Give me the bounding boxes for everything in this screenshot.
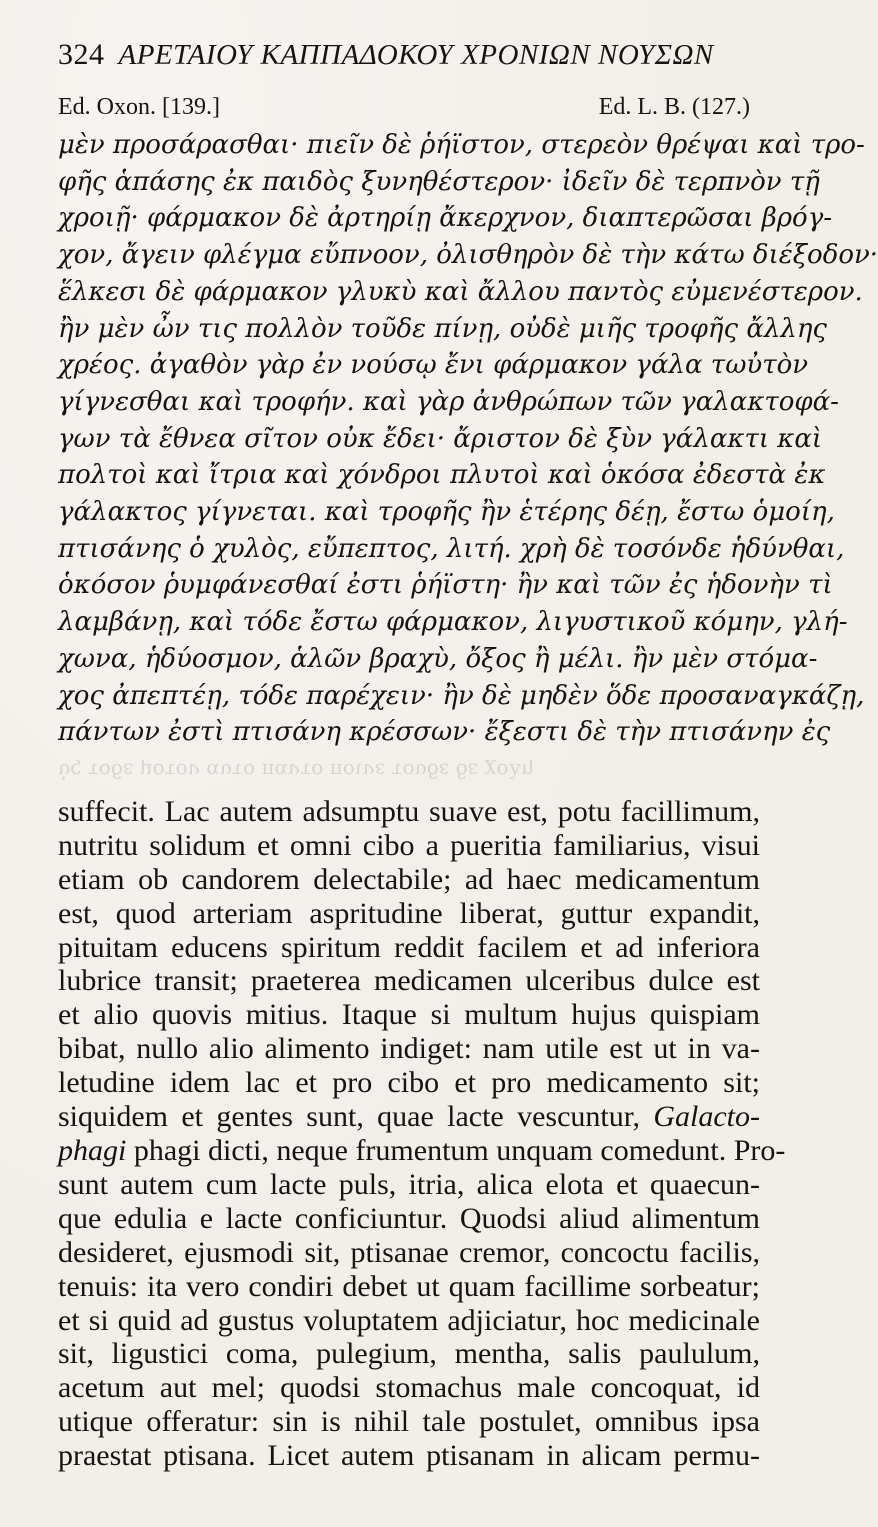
latin-line: pituitam educens spiritum reddit facilem et ad inferiora (58, 930, 760, 964)
latin-line: praestat ptisana. Licet autem ptisanam in alicam permu- (58, 1439, 760, 1473)
greek-line: πτισάνης ὁ χυλὸς, εὔπεπτος, λιτή. χρὴ δὲ τοσόνδε ἡδύνθαι, (58, 533, 845, 564)
latin-line: desideret, ejusmodi sit, ptisanae cremor, concoctu facilis, (58, 1235, 760, 1269)
greek-line: χος ἀπεπτέῃ, τόδε παρέχειν· ἢν δὲ μηδὲν ὅδε προσαναγκάζῃ, (58, 680, 865, 711)
italic-term-galacto: Galacto- (653, 1100, 760, 1134)
italic-term-phagi: phagi (58, 1134, 127, 1168)
greek-line: ὁκόσον ῥυμφάνεσθαί ἐστι ῥήϊστη· ἢν καὶ τῶν ἐς ἡδονὴν τὶ (58, 570, 833, 601)
greek-line: χρέος. ἀγαθὸν γὰρ ἐν νούσῳ ἔνι φάρμακον γάλα τωὐτὸν (58, 350, 809, 381)
edition-leiden-ref: Ed. L. B. (127.) (598, 94, 750, 120)
latin-line: nutritu solidum et omni cibo a pueritia familiarius, visui (58, 828, 760, 862)
reverse-page-bleed-through: ὑς τοδε μοτον αυτο παντο ποινε τουδε δε χολη (58, 758, 534, 783)
page-number: 324 (58, 38, 105, 71)
greek-line: πολτοὶ καὶ ἴτρια καὶ χόνδροι πλυτοὶ καὶ ὁκόσα ἐδεστὰ ἐκ (58, 460, 826, 491)
greek-text-block (58, 127, 878, 751)
latin-line: letudine idem lac et pro cibo et pro medicamento sit; (58, 1066, 760, 1100)
greek-line: χωνα, ἡδύοσμον, ἁλῶν βραχὺ, ὄξος ἢ μέλι. ἢν μὲν στόμα- (58, 643, 818, 674)
latin-line: acetum aut mel; quodsi stomachus male concoquat, id (58, 1371, 760, 1405)
latin-line: que edulia e lacte conficiuntur. Quodsi aliud alimentum (58, 1201, 760, 1235)
latin-line: lubrice transit; praeterea medicamen ulceribus dulce est (58, 964, 760, 998)
greek-line: ἕλκεσι δὲ φάρμακον γλυκὺ καὶ ἄλλου παντὸς εὐμενέστερον. (58, 276, 863, 307)
greek-line: λαμβάνῃ, καὶ τόδε ἔστω φάρμακον, λιγυστικοῦ κόμην, γλή- (58, 607, 848, 638)
running-title: ΑΡΕΤΑΙΟΥ ΚΑΠΠΑΔΟΚΟΥ ΧΡΟΝΙΩΝ ΝΟΥΣΩΝ (118, 39, 714, 71)
edition-oxford-ref: Ed. Oxon. [139.] (58, 94, 220, 120)
latin-line: bibat, nullo alio alimento indiget: nam utile est ut in va- (58, 1032, 760, 1066)
latin-line: et si quid ad gustus voluptatem adjiciatur, hoc medicinale (58, 1303, 760, 1337)
latin-line: sunt autem cum lacte puls, itria, alica elota et quaecun- (58, 1167, 760, 1201)
latin-line-with-italic (58, 1100, 760, 1134)
latin-line: utique offeratur: sin is nihil tale postulet, omnibus ipsa (58, 1405, 760, 1439)
latin-line: tenuis: ita vero condiri debet ut quam facillime sorbeatur; (58, 1269, 760, 1303)
greek-line: χον, ἄγειν φλέγμα εὔπνοον, ὀλισθηρὸν δὲ τὴν κάτω διέξοδον· (58, 240, 878, 271)
edition-references (58, 94, 760, 121)
greek-line: γων τὰ ἔθνεα σῖτον οὐκ ἔδει· ἄριστον δὲ ξὺν γάλακτι καὶ (58, 423, 823, 454)
greek-line: ἢν μὲν ὦν τις πολλὸν τοῦδε πίνῃ, οὐδὲ μιῆς τροφῆς ἄλλης (58, 313, 827, 344)
latin-line-text: phagi dicti, neque frumentum unquam comedunt. Pro- (133, 1134, 786, 1168)
greek-line: πάντων ἐστὶ πτισάνη κρέσσων· ἔξεστι δὲ τὴν πτισάνην ἐς (58, 717, 831, 748)
greek-line: γάλακτος γίγνεται. καὶ τροφῆς ἢν ἑτέρης δέῃ, ἔστω ὁμοίη, (58, 497, 835, 528)
latin-line: et alio quovis mitius. Itaque si multum hujus quispiam (58, 998, 760, 1032)
greek-line: χροιῇ· φάρμακον δὲ ἀρτηρίῃ ἄκερχνον, διαπτερῶσαι βρόγ- (58, 203, 833, 234)
latin-line: est, quod arteriam aspritudine liberat, guttur expandit, (58, 896, 760, 930)
greek-line: φῆς ἁπάσης ἐκ παιδὸς ξυνηθέστερον· ἰδεῖν δὲ τερπνὸν τῇ (58, 166, 820, 197)
latin-line: suffecit. Lac autem adsumptu suave est, potu facillimum, (58, 794, 760, 828)
latin-text-block (58, 794, 786, 1473)
latin-line: etiam ob candorem delectabile; ad haec medicamentum (58, 862, 760, 896)
greek-line: γίγνεσθαι καὶ τροφήν. καὶ γὰρ ἀνθρώπων τῶν γαλακτοφά- (58, 386, 839, 417)
running-head (58, 38, 760, 72)
latin-line-text: siquidem et gentes sunt, quae lacte vescuntur, (58, 1100, 641, 1134)
latin-line-with-italic (58, 1134, 786, 1168)
greek-line: μὲν προσάρασθαι· πιεῖν δὲ ῥήϊστον, στερεὸν θρέψαι καὶ τρο- (58, 130, 865, 160)
latin-line: sit, ligustici coma, pulegium, mentha, salis paululum, (58, 1337, 760, 1371)
